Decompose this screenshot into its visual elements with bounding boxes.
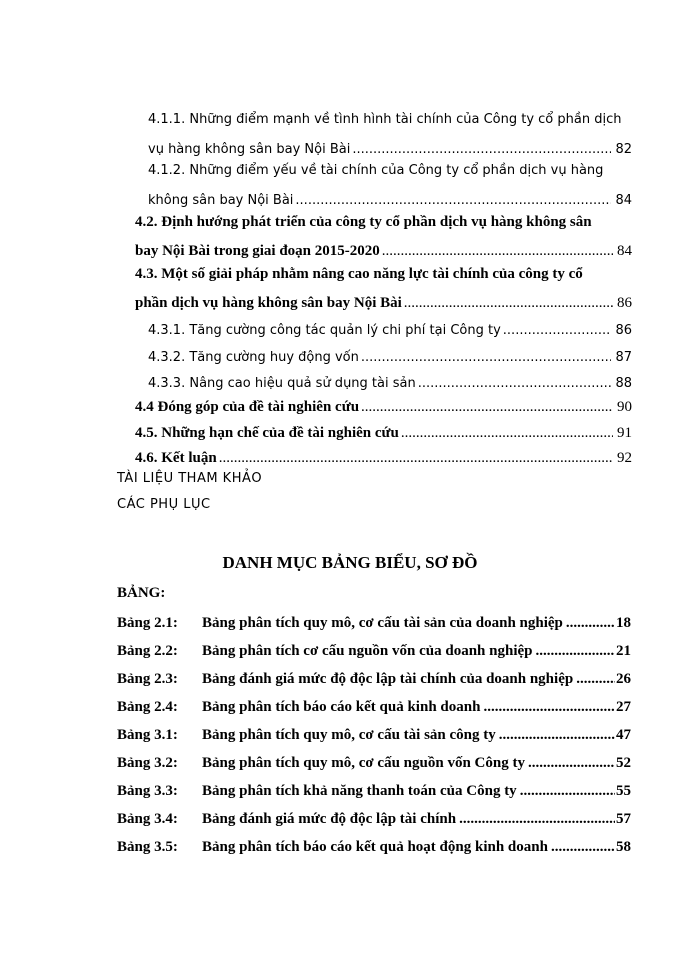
toc-entry-4-3-3[interactable] [148,367,632,391]
dot-leader [418,376,612,391]
toc-entry-label: 4.3.3. Nâng cao hiệu quả sử dụng tài sản [148,376,416,391]
list-item[interactable] [117,720,631,744]
toc-entry-4-3-2[interactable] [148,341,632,365]
table-title: Bảng phân tích báo cáo kết quả kinh doanh [202,699,481,715]
dot-leader [404,295,613,312]
table-title: Bảng đánh giá mức độ độc lập tài chính [202,811,457,827]
table-code: Bảng 3.5: [117,839,178,855]
dot-leader [219,450,613,467]
dot-leader [401,425,613,442]
toc-entry-4-4[interactable] [135,392,632,416]
toc-entry-label: 4.3.2. Tăng cường huy động vốn [148,350,359,365]
toc-entry-label: 4.6. Kết luận [135,450,217,466]
dot-leader [352,142,611,157]
dot-leader [459,811,615,828]
table-title: Bảng đánh giá mức độ độc lập tài chính của doanh nghiệp [202,671,574,687]
toc-page-number: 92 [617,450,632,466]
dot-leader [503,323,612,338]
list-item[interactable] [117,664,631,688]
toc-entry-4-2-line1: 4.2. Định hướng phát triển của công ty cổ phần dịch vụ hàng không sân [135,214,592,230]
table-code: Bảng 2.2: [117,643,178,659]
toc-entry-4-2-line2: bay Nội Bài trong giai đoạn 2015-2020 [135,243,380,259]
toc-entry-4-6[interactable] [135,443,632,467]
table-code: Bảng 3.2: [117,755,178,771]
toc-entry-4-3-line2: phần dịch vụ hàng không sân bay Nội Bài [135,295,402,311]
table-title: Bảng phân tích quy mô, cơ cấu tài sản của doanh nghiệp [202,615,563,631]
table-code: Bảng 3.1: [117,727,178,743]
list-item[interactable] [117,692,631,716]
toc-entry-4-2[interactable] [135,236,632,260]
toc-entry-4-1-1-line1: 4.1.1. Những điểm mạnh về tình hình tài chính của Công ty cổ phần dịch [148,112,622,127]
toc-entry-4-1-1-line2: vụ hàng không sân bay Nội Bài [148,142,351,157]
dot-leader [295,193,611,208]
table-code: Bảng 3.3: [117,783,178,799]
table-page-number: 57 [616,811,631,827]
toc-page-number: 90 [617,399,632,415]
toc-entry-label: 4.5. Những hạn chế của đề tài nghiên cứu [135,425,399,441]
dot-leader [483,699,615,716]
table-code: Bảng 2.4: [117,699,178,715]
toc-page-number: 88 [615,376,632,391]
toc-entry-label: 4.3.1. Tăng cường công tác quản lý chi phí tại Công ty [148,323,501,338]
dot-leader [528,755,615,772]
table-title: Bảng phân tích khả năng thanh toán của Công ty [202,783,517,799]
list-item[interactable] [117,748,631,772]
dot-leader [536,643,616,660]
toc-page-number: 86 [615,323,632,338]
dot-leader [361,350,612,365]
toc-entry-4-3[interactable] [135,288,632,312]
table-page-number: 18 [616,615,631,631]
table-title: Bảng phân tích cơ cấu nguồn vốn của doanh nghiệp [202,643,533,659]
dot-leader [576,671,615,688]
table-page-number: 58 [616,839,631,855]
list-item[interactable] [117,776,631,800]
toc-entry-label: 4.4 Đóng góp của đề tài nghiên cứu [135,399,360,415]
table-page-number: 27 [616,699,631,715]
table-page-number: 47 [616,727,631,743]
table-code: Bảng 2.1: [117,615,178,631]
dot-leader [520,783,615,800]
dot-leader [551,839,615,856]
toc-page-number: 87 [615,350,632,365]
toc-entry-4-3-line1: 4.3. Một số giải pháp nhằm nâng cao năng lực tài chính của công ty cổ [135,266,583,282]
dot-leader [361,399,613,416]
dot-leader [382,243,613,260]
table-page-number: 55 [616,783,631,799]
table-title: Bảng phân tích quy mô, cơ cấu nguồn vốn Công ty [202,755,525,771]
toc-entry-4-3-1[interactable] [148,314,632,338]
toc-page-number: 84 [615,193,632,208]
list-item[interactable] [117,608,631,632]
list-heading: DANH MỤC BẢNG BIỂU, SƠ ĐỒ [222,553,478,572]
table-page-number: 26 [616,671,631,687]
toc-entry-4-1-2[interactable] [148,184,632,208]
table-code: Bảng 2.3: [117,671,178,687]
dot-leader [499,727,615,744]
list-subheading: BẢNG: [117,585,166,601]
dot-leader [566,615,615,632]
list-item[interactable] [117,636,631,660]
toc-page-number: 84 [617,243,632,259]
table-code: Bảng 3.4: [117,811,178,827]
toc-page-number: 86 [617,295,632,311]
list-item[interactable] [117,832,631,856]
toc-appendix[interactable]: CÁC PHỤ LỤC [117,497,211,512]
table-page-number: 52 [616,755,631,771]
table-title: Bảng phân tích quy mô, cơ cấu tài sản công ty [202,727,496,743]
toc-entry-4-5[interactable] [135,418,632,442]
table-page-number: 21 [616,643,631,659]
toc-page-number: 82 [615,142,632,157]
toc-references[interactable]: TÀI LIỆU THAM KHẢO [117,471,263,486]
list-item[interactable] [117,804,631,828]
toc-entry-4-1-1[interactable] [148,133,632,157]
toc-entry-4-1-2-line2: không sân bay Nội Bài [148,193,294,208]
toc-entry-4-1-2-line1: 4.1.2. Những điểm yếu về tài chính của Công ty cổ phần dịch vụ hàng [148,163,604,178]
table-title: Bảng phân tích báo cáo kết quả hoạt động kinh doanh [202,839,548,855]
toc-page-number: 91 [617,425,632,441]
